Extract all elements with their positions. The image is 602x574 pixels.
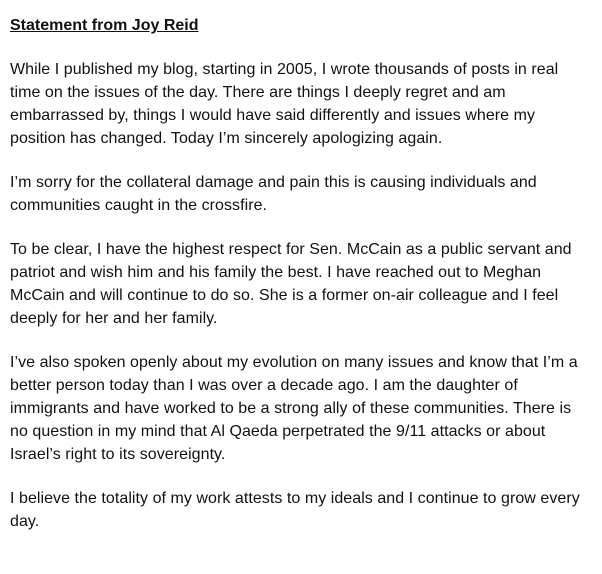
paragraph-3: To be clear, I have the highest respect for Sen. McCain as a public servant and patriot and wish him and his family the best. I have reached out to Meghan McCain and will continue to do so. She is a former on-air colleague and I feel deeply for her and her family. — [10, 241, 572, 327]
paragraph-2: I’m sorry for the collateral damage and pain this is causing individuals and communities caught in the crossfire. — [10, 174, 537, 214]
paragraph-5: I believe the totality of my work attests to my ideals and I continue to grow every day. — [10, 490, 580, 530]
paragraph-4: I’ve also spoken openly about my evolution on many issues and know that I’m a better person today than I was over a decade ago. I am the daughter of immigrants and have worked to be a strong ally of these communities. There is no question in my mind that Al Qaeda perpetrated the 9/11 attacks or about Israel’s right to its sovereignty. — [10, 354, 578, 463]
statement-title: Statement from Joy Reid — [10, 17, 199, 34]
paragraph-1: While I published my blog, starting in 2005, I wrote thousands of posts in real time on the issues of the day. There are things I deeply regret and am embarrassed by, things I would have said differently and issues where my position has changed. Today I’m sincerely apologizing again. — [10, 61, 559, 147]
